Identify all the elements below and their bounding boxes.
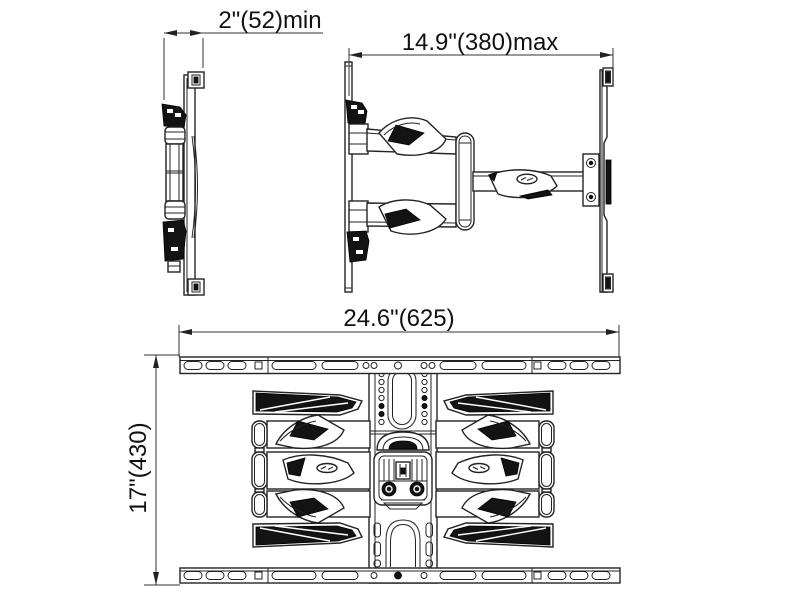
logo-badge-oval bbox=[317, 464, 337, 473]
mounting-rail-bottom bbox=[180, 568, 620, 583]
vesa-column bbox=[361, 362, 445, 583]
depth-min-label: 2"(52)min bbox=[218, 7, 322, 34]
arrowhead-left bbox=[164, 30, 177, 36]
pivot-column bbox=[456, 133, 474, 230]
upper-arm bbox=[367, 118, 456, 155]
front-view bbox=[180, 357, 620, 583]
dimension-extension-max bbox=[349, 29, 613, 96]
arm-rollers bbox=[252, 421, 267, 517]
arrowhead-bottom bbox=[153, 572, 159, 585]
side-view-folded bbox=[162, 72, 204, 295]
mounting-rail-top bbox=[180, 357, 620, 374]
roller-bottom bbox=[165, 201, 185, 219]
height-label: 17"(430) bbox=[125, 422, 152, 514]
tv-bracket-bottom bbox=[349, 201, 368, 232]
tv-clamp-stack-folded bbox=[162, 104, 186, 272]
arrowhead-right bbox=[606, 329, 619, 335]
arrowhead-left bbox=[349, 52, 362, 58]
side-view-extended bbox=[345, 62, 613, 292]
clamp-pad-top bbox=[162, 104, 186, 127]
wall-hook-bottom bbox=[603, 274, 613, 292]
wall-plate-extended bbox=[600, 68, 613, 292]
extension-max-label: 14.9"(380)max bbox=[401, 29, 559, 56]
arm-assembly-left bbox=[252, 391, 370, 547]
arm-assembly-right bbox=[436, 391, 554, 547]
dimension-width bbox=[179, 305, 619, 357]
width-label: 24.6"(625) bbox=[343, 305, 455, 332]
arrowhead-right bbox=[190, 30, 203, 36]
tilt-bracket bbox=[374, 432, 432, 509]
knob-left bbox=[382, 482, 396, 496]
tv-bracket-top bbox=[349, 124, 368, 154]
mesh-pad-top bbox=[253, 391, 362, 415]
lower-arm bbox=[367, 200, 456, 234]
clamp-pad-bottom bbox=[163, 220, 186, 261]
arrowhead-right bbox=[600, 52, 613, 58]
wall-plate-side bbox=[184, 72, 204, 295]
wall-bracket bbox=[583, 154, 599, 206]
swivel-arm bbox=[473, 170, 584, 199]
tv-clamp-bottom bbox=[347, 231, 369, 262]
arrowhead-left bbox=[179, 329, 192, 335]
mesh-pad-bottom bbox=[253, 523, 362, 547]
dimension-height bbox=[125, 355, 180, 585]
roller-top bbox=[165, 127, 185, 144]
knob-right bbox=[410, 482, 424, 496]
tv-plate-side bbox=[345, 62, 369, 292]
arrowhead-top bbox=[153, 355, 159, 368]
wall-hook-top bbox=[603, 68, 613, 86]
wall-hook-top bbox=[188, 72, 204, 88]
wall-hook-bottom bbox=[188, 279, 204, 295]
logo-badge-oval bbox=[517, 174, 537, 184]
